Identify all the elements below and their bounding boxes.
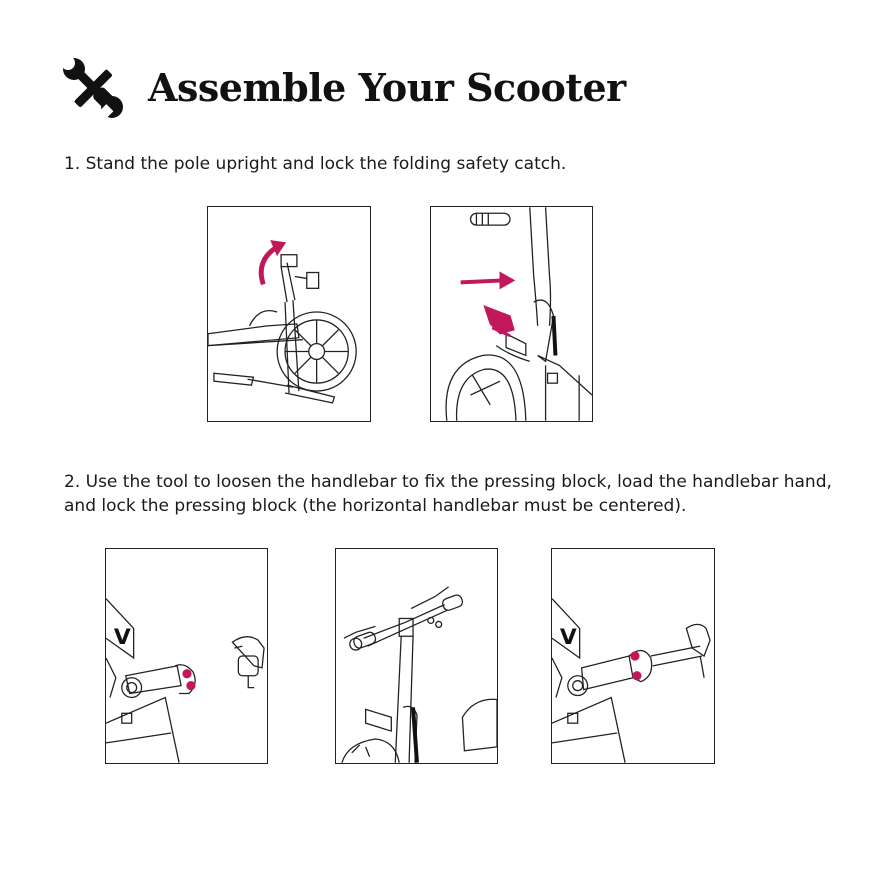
wrench-screwdriver-icon — [62, 57, 124, 119]
step-2-image-loosen — [105, 548, 268, 764]
svg-text:V: V — [113, 625, 131, 651]
step-2-image-mount — [335, 548, 498, 764]
page-title: Assemble Your Scooter — [148, 65, 626, 110]
header — [62, 56, 124, 120]
svg-text:V: V — [559, 625, 577, 651]
step-2-image-lock — [551, 548, 715, 764]
step-2-text: 2. Use the tool to loosen the handlebar to fix the pressing block, load the handlebar hand, and lock the pressing block (the horizontal handlebar must be centered). — [64, 472, 832, 516]
step-1-image-fold — [207, 206, 371, 422]
step-1-text: 1. Stand the pole upright and lock the folding safety catch. — [64, 154, 567, 174]
step-1-image-latch — [430, 206, 593, 422]
